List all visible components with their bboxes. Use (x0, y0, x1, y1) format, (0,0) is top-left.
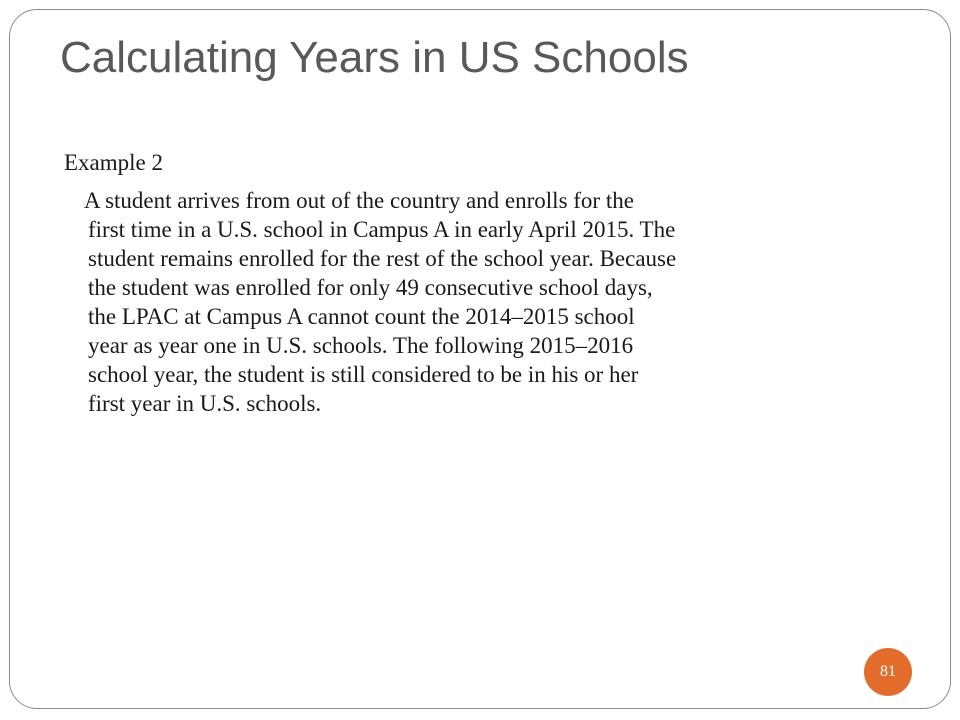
paragraph-line: student remains enrolled for the rest of the school year. Because (88, 246, 677, 271)
paragraph-line: school year, the student is still considered to be in his or her (88, 362, 639, 387)
example-paragraph (64, 186, 864, 418)
example-label: Example 2 (64, 150, 163, 175)
paragraph-line: the student was enrolled for only 49 consecutive school days, (88, 275, 653, 300)
paragraph-line: year as year one in U.S. schools. The following 2015–2016 (88, 333, 634, 358)
paragraph-line: the LPAC at Campus A cannot count the 2014–2015 school (88, 304, 635, 329)
paragraph-line: first time in a U.S. school in Campus A in early April 2015. The (88, 217, 676, 242)
slide-content (64, 147, 864, 418)
slide-title: Calculating Years in US Schools (60, 33, 689, 82)
paragraph-line: first year in U.S. schools. (88, 391, 322, 416)
paragraph-line: A student arrives from out of the country and enrolls for the (84, 188, 634, 213)
page-number-badge: 81 (864, 648, 912, 696)
